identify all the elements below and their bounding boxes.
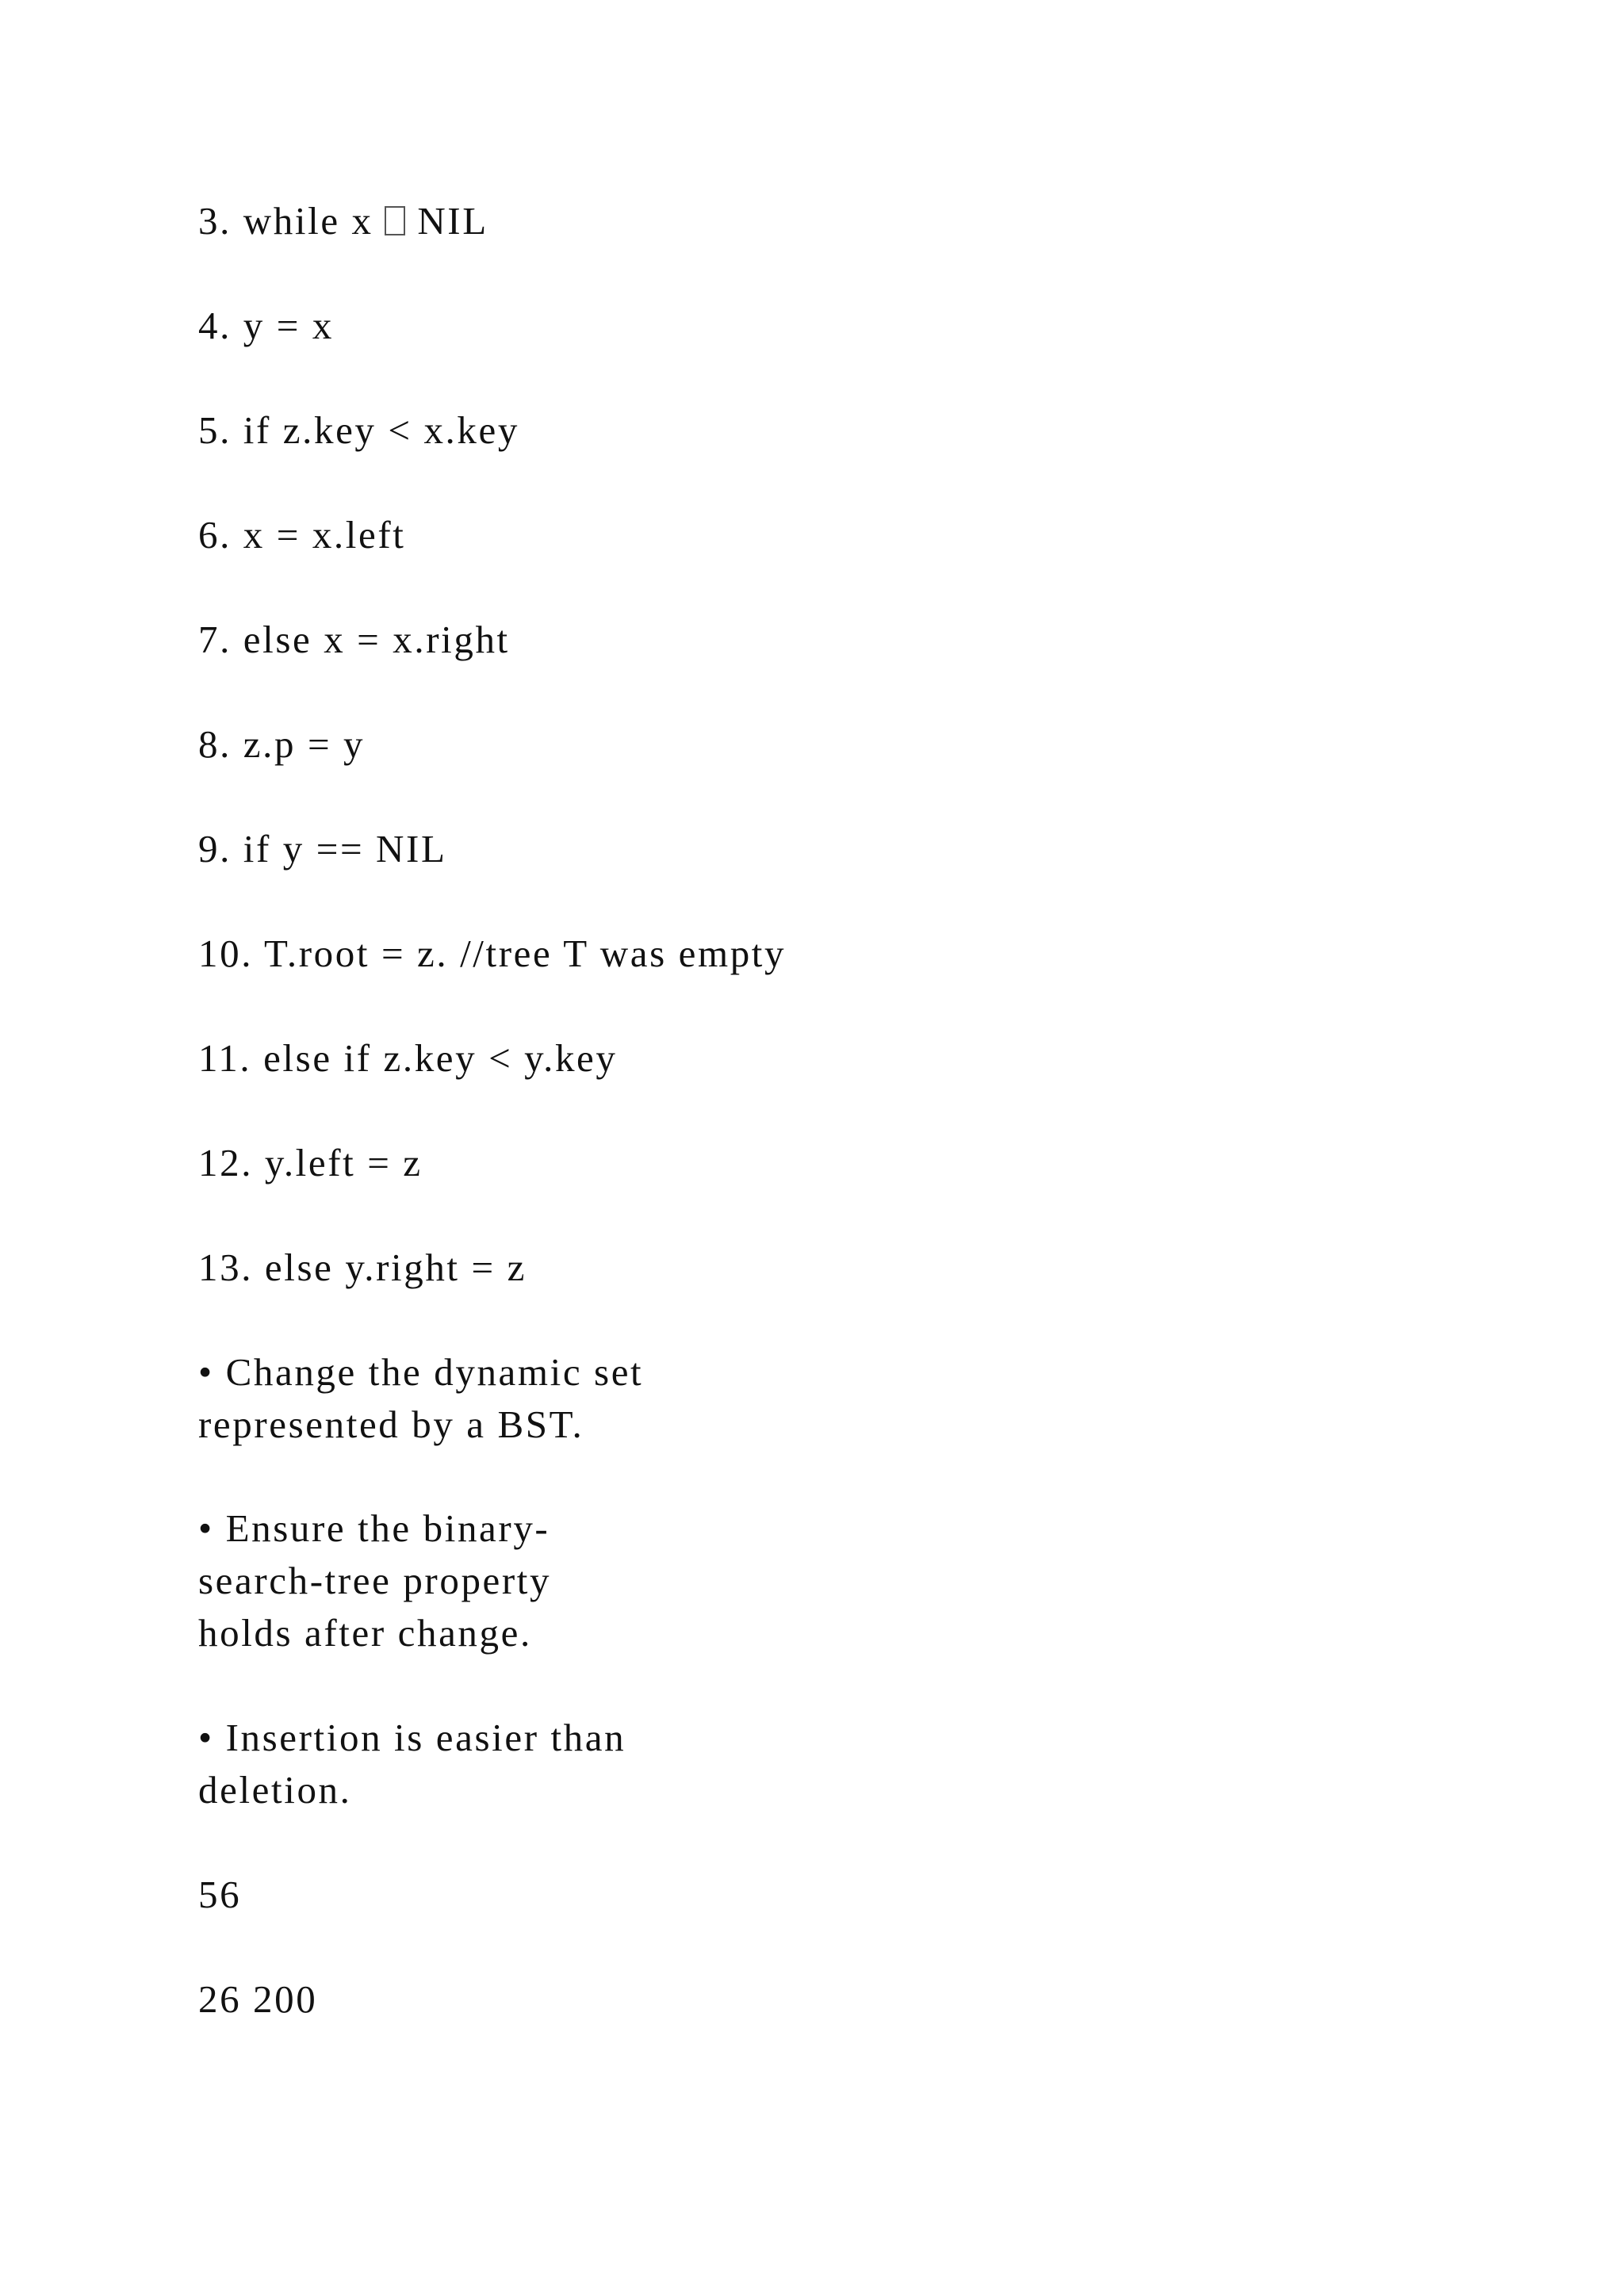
bullet-2-line-1: • Ensure the binary- <box>198 1506 550 1550</box>
code-line-7: 7. else x = x.right <box>198 618 510 661</box>
not-equal-glyph-icon <box>385 206 405 235</box>
bullet-2-line-3: holds after change. <box>198 1611 532 1655</box>
code-line-4: 4. y = x <box>198 304 334 347</box>
code-line-13: 13. else y.right = z <box>198 1246 527 1289</box>
code-line-6: 6. x = x.left <box>198 513 406 557</box>
bullet-3-line-2: deletion. <box>198 1768 352 1812</box>
code-line-3-rest: NIL <box>405 199 488 243</box>
tree-root-value: 56 <box>198 1873 242 1916</box>
code-line-5: 5. if z.key < x.key <box>198 408 519 452</box>
code-line-10: 10. T.root = z. //tree T was empty <box>198 932 787 975</box>
code-line-3-text: 3. while x <box>198 199 385 243</box>
tree-children-values: 26 200 <box>198 1977 318 2021</box>
bullet-1-line-1: • Change the dynamic set <box>198 1350 644 1394</box>
bullet-3-line-1: • Insertion is easier than <box>198 1716 626 1759</box>
code-line-3 <box>198 195 488 247</box>
bullet-1-line-2: represented by a BST. <box>198 1402 584 1446</box>
code-line-12: 12. y.left = z <box>198 1141 423 1184</box>
bullet-2-line-2: search-tree property <box>198 1559 552 1602</box>
code-line-9: 9. if y == NIL <box>198 827 447 871</box>
code-line-8: 8. z.p = y <box>198 722 366 766</box>
code-line-11: 11. else if z.key < y.key <box>198 1036 618 1080</box>
